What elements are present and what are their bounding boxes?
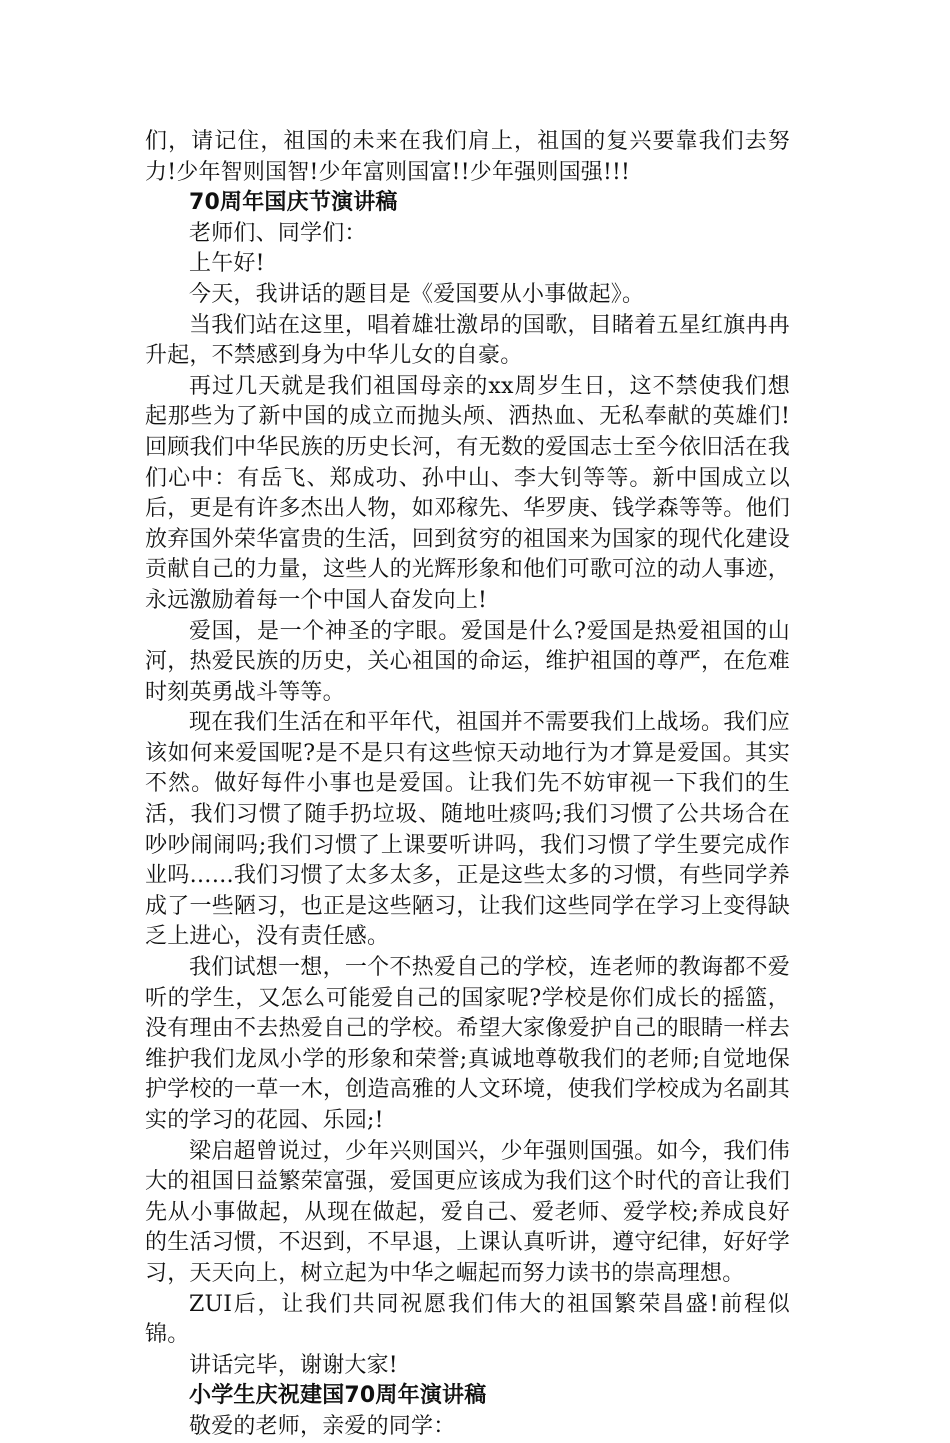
- section-heading: 70周年国庆节演讲稿: [189, 190, 398, 216]
- paragraph: 现在我们生活在和平年代，祖国并不需要我们上战场。我们应该如何来爱国呢?是不是只有这些惊天动地行为才算是爱国。其实不然。做好每件小事也是爱国。让我们先不妨审视一下我们的生活，我们习惯了随手扔垃圾、随地吐痰吗;我们习惯了公共场合在吵吵闹闹吗;我们习惯了上课要听讲吗，我们习惯了学生要完成作业吗……我们习惯了太多太多，正是这些太多的习惯，有些同学养成了一些陋习，也正是这些陋习，让我们这些同学在学习上变得缺乏上进心，没有责任感。: [145, 710, 790, 950]
- paragraph: 我们试想一想，一个不热爱自己的学校，连老师的教诲都不爱听的学生，又怎么可能爱自己的国家呢?学校是你们成长的摇篮，没有理由不去热爱自己的学校。希望大家像爱护自己的眼睛一样去维护我们龙凤小学的形象和荣誉;真诚地尊敬我们的老师;自觉地保护学校的一草一木，创造高雅的人文环境，使我们学校成为名副其实的学习的花园、乐园;!: [145, 955, 790, 1133]
- paragraph-topic: 今天，我讲话的题目是《爱国要从小事做起》。: [189, 281, 645, 307]
- paragraph-continued: 们，请记住，祖国的未来在我们肩上，祖国的复兴要靠我们去努力!少年智则国智!少年富则国富!!少年强则国强!!!: [145, 129, 790, 185]
- section-heading: 小学生庆祝建国70周年演讲稿: [189, 1383, 487, 1409]
- paragraph: 当我们站在这里，唱着雄壮激昂的国歌，目睹着五星红旗冉冉升起，不禁感到身为中华儿女的自豪。: [145, 312, 790, 369]
- paragraph: 梁启超曾说过，少年兴则国兴，少年强则国强。如今，我们伟大的祖国日益繁荣富强，爱国更应该成为我们这个时代的音让我们先从小事做起，从现在做起，爱自己、爱老师、爱学校;养成良好的生活习惯，不迟到，不早退，上课认真听讲，遵守纪律，好好学习，天天向上，树立起为中华之崛起而努力读书的崇高理想。: [145, 1138, 790, 1286]
- paragraph-closing-wish: ZUI后，让我们共同祝愿我们伟大的祖国繁荣昌盛!前程似锦。: [145, 1291, 790, 1348]
- paragraph: 爱国，是一个神圣的字眼。爱国是什么?爱国是热爱祖国的山河，热爱民族的历史，关心祖国的命运，维护祖国的尊严，在危难时刻英勇战斗等等。: [145, 618, 790, 705]
- paragraph: 再过几天就是我们祖国母亲的xx周岁生日，这不禁使我们想起那些为了新中国的成立而抛头颅、洒热血、无私奉献的英雄们!回顾我们中华民族的历史长河，有无数的爱国志士至今依旧活在我们心中：有岳飞、郑成功、孙中山、李大钊等等。新中国成立以后，更是有许多杰出人物，如邓稼先、华罗庚、钱学森等等。他们放弃国外荣华富贵的生活，回到贫穷的祖国来为国家的现代化建设贡献自己的力量，这些人的光辉形象和他们可歌可泣的动人事迹，永远激励着每一个中国人奋发向上!: [145, 373, 790, 613]
- document-body: [145, 127, 790, 1443]
- paragraph-greeting: 上午好!: [189, 251, 265, 277]
- paragraph-salutation: 敬爱的老师，亲爱的同学：: [189, 1413, 456, 1439]
- paragraph-salutation: 老师们、同学们：: [189, 220, 367, 246]
- paragraph-closing: 讲话完毕，谢谢大家!: [189, 1352, 398, 1378]
